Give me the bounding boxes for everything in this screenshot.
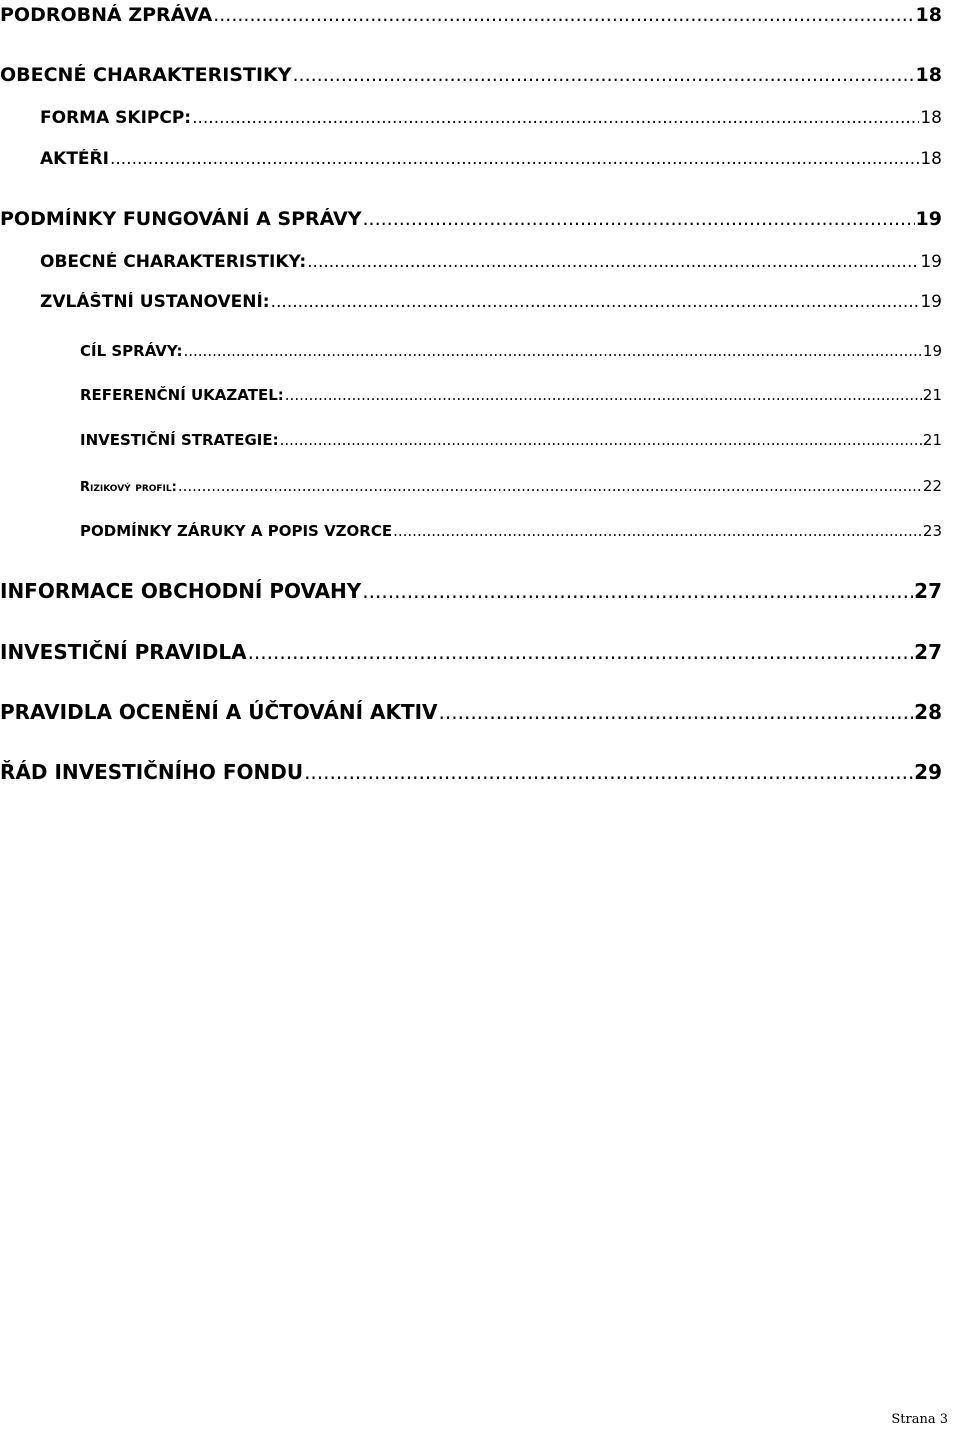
toc-entry-title: CÍL SPRÁVY:: [80, 342, 183, 360]
toc-entry-title: INVESTIČNÍ STRATEGIE:: [80, 431, 279, 449]
toc-entry-title: Rizikový profil:: [80, 480, 177, 495]
toc-entry-page: 21: [922, 386, 942, 404]
toc-entry-page: 28: [914, 700, 942, 724]
toc-entry[interactable]: [0, 4, 942, 26]
toc-dot-leader: [192, 108, 919, 128]
toc-entry-title: INFORMACE OBCHODNÍ POVAHY: [0, 579, 362, 603]
toc-dot-leader: [304, 760, 913, 784]
toc-entry-title: PODMÍNKY FUNGOVÁNÍ A SPRÁVY: [0, 208, 362, 230]
toc-dot-leader: [307, 252, 919, 272]
toc-entry-page: 27: [914, 640, 942, 664]
toc-entry-page: 19: [915, 208, 942, 230]
toc-entry-page: 27: [914, 579, 942, 603]
toc-entry-page: 22: [922, 477, 942, 495]
toc-dot-leader: [439, 700, 914, 724]
toc-entry[interactable]: [80, 522, 942, 540]
toc-entry-page: 19: [920, 292, 942, 312]
toc-dot-leader: [183, 342, 921, 360]
toc-entry-page: 18: [915, 64, 942, 86]
toc-entry-title: PODMÍNKY ZÁRUKY A POPIS VZORCE: [80, 522, 393, 540]
toc-entry[interactable]: [0, 579, 942, 603]
toc-dot-leader: [213, 4, 914, 26]
toc-entry-page: 19: [922, 342, 942, 360]
toc-dot-leader: [280, 431, 922, 449]
toc-entry-page: 18: [920, 108, 942, 128]
toc-entry[interactable]: [0, 700, 942, 724]
toc-entry-page: 18: [920, 149, 942, 169]
toc-entry-title: INVESTIČNÍ PRAVIDLA: [0, 640, 247, 664]
toc-entry-title: ZVLÁŠTNÍ USTANOVENÍ:: [40, 292, 270, 312]
toc-entry-title: PRAVIDLA OCENĚNÍ A ÚČTOVÁNÍ AKTIV: [0, 700, 438, 724]
toc-entry[interactable]: [0, 760, 942, 784]
toc-entry[interactable]: [0, 208, 942, 230]
toc-dot-leader: [363, 208, 915, 230]
toc-entry[interactable]: [0, 640, 942, 664]
toc-dot-leader: [362, 579, 913, 603]
toc-entry-title: OBECNÉ CHARAKTERISTIKY:: [40, 252, 307, 272]
toc-dot-leader: [178, 477, 922, 495]
toc-entry[interactable]: [40, 292, 942, 312]
toc-dot-leader: [293, 64, 915, 86]
toc-entry-title: FORMA SKIPCP:: [40, 108, 192, 128]
toc-entry[interactable]: [80, 386, 942, 404]
toc-entry-title: OBECNÉ CHARAKTERISTIKY: [0, 64, 292, 86]
toc-entry-page: 18: [915, 4, 942, 26]
toc-dot-leader: [271, 292, 920, 312]
toc-entry[interactable]: [80, 342, 942, 360]
toc-entry[interactable]: [40, 252, 942, 272]
toc-entry-title: AKTÉŘI: [40, 149, 109, 169]
toc-dot-leader: [285, 386, 922, 404]
toc-dot-leader: [110, 149, 919, 169]
toc-entry[interactable]: [80, 477, 942, 495]
toc-dot-leader: [248, 640, 914, 664]
toc-entry-page: 23: [922, 522, 942, 540]
toc-entry[interactable]: [40, 108, 942, 128]
toc-entry-page: 19: [920, 252, 942, 272]
toc-entry-title: ŘÁD INVESTIČNÍHO FONDU: [0, 760, 304, 784]
toc-entry-title: REFERENČNÍ UKAZATEL:: [80, 386, 284, 404]
toc-entry-title: PODROBNÁ ZPRÁVA: [0, 4, 213, 26]
toc-dot-leader: [393, 522, 922, 540]
toc-entry[interactable]: [40, 149, 942, 169]
page-number-footer: Strana 3: [891, 1412, 948, 1427]
toc-entry[interactable]: [80, 431, 942, 449]
toc-entry-page: 29: [914, 760, 942, 784]
toc-entry[interactable]: [0, 64, 942, 86]
toc-entry-page: 21: [922, 431, 942, 449]
